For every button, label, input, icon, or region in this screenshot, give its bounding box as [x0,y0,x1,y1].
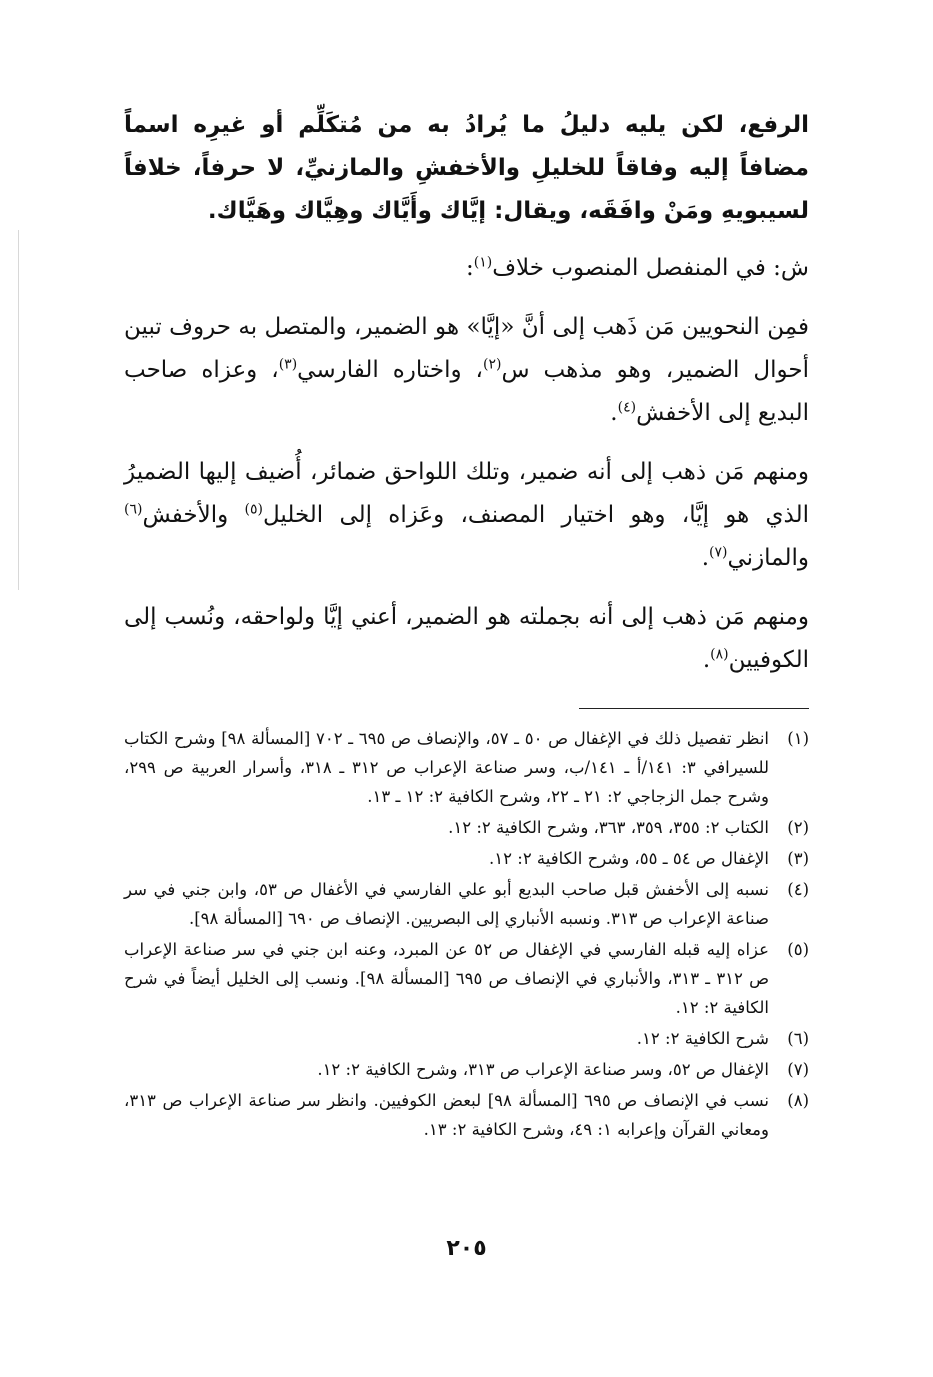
footnotes-section [124,724,809,1146]
footnote [124,1055,809,1084]
footnote [124,844,809,873]
footnote-ref: (٣) [278,356,298,373]
footnote-ref: (٥) [244,501,263,518]
footnote-number: (٦) [787,1029,809,1048]
paragraph-text: والأخفش [142,502,245,528]
footnote-number: (٥) [787,940,809,959]
footnote-number: (٤) [787,880,809,899]
footnote-number: (١) [787,729,809,748]
footnote-text: انظر تفصيل ذلك في الإغفال ص ٥٠ ـ ٥٧، والإنصاف ص ٦٩٥ ـ ٧٠٢ [المسألة ٩٨] وشرح الكتاب للسيرافي ٣: ١٤١/أ ـ ١٤١/ب، وسر صناعة الإعراب ص ٣١٢ ـ ٣١٨، وأسرار العربية ص ٢٩٩، وشرح جمل الزجاجي ٢: ٢١ ـ ٢٢، وشرح الكافية ٢: ١٢ ـ ١٣. [124,729,770,806]
footnote-ref: (٨) [710,646,729,663]
footnote [124,724,809,811]
paragraph-text: . [701,545,710,571]
footnote-separator [579,708,809,709]
footnote [124,1086,809,1144]
footnote-ref: (٦) [124,501,143,518]
paragraph-text: فمِن النحويين مَن ذَهب إلى أنَّ «إيَّا» هو الضمير، والمتصل به حروف تبين أحوال الضمير، وهو مذهب س [124,314,809,383]
footnote-ref: (٢) [482,356,502,373]
paragraph-text: ، واختاره الفارسي [297,357,483,383]
footnote-text: شرح الكافية ٢: ١٢. [636,1029,769,1048]
scan-edge-line [18,230,19,590]
footnote [124,875,809,933]
footnote-number: (٣) [787,849,809,868]
footnote-text: نسب في الإنصاف ص ٦٩٥ [المسألة ٩٨] لبعض الكوفيين. وانظر سر صناعة الإعراب ص ٣١٣، ومعاني القرآن وإعرابه ١: ٤٩، وشرح الكافية ٢: ١٣. [124,1091,770,1139]
paragraph-text: ، وعزاه صاحب البديع إلى الأخفش [124,357,809,426]
footnote [124,935,809,1022]
main-text-block [124,104,809,698]
footnote-text: نسبه إلى الأخفش قبل صاحب البديع أبو علي الفارسي في الأغفال ص ٥٣، وابن جني في سر صناعة الإعراب ص ٣١٣. ونسبه الأنباري إلى البصريين. الإنصاف ص ٦٩٠ [المسألة ٩٨]. [124,880,769,928]
footnote-ref: (١) [473,254,493,271]
sharh-heading-colon: : [466,255,474,281]
footnote-number: (٧) [787,1060,809,1079]
sharh-paragraph-1 [124,306,809,435]
paragraph-text: ومنهم مَن ذهب إلى أنه بجملته هو الضمير، أعني إيَّا ولواحقه، ونُسب إلى الكوفيين [124,604,809,673]
paragraph-text: . [610,400,618,426]
paragraph-text: . [702,647,711,673]
matn-paragraph: الرفع، لكن يليه دليلُ ما يُرادُ به من مُتكَلِّم أو غيرِه اسماً مضافاً إليه وفاقاً للخليلِ والأخفشِ والمازنيِّ، لا حرفاً، خلافاً لسيبويهِ ومَنْ وافَقَه، ويقال: إيَّاك وأَيَّاك وهِيَّاك وهَيَّاك. [124,112,809,224]
footnote-ref: (٧) [709,544,728,561]
sharh-paragraph-3 [124,596,809,682]
footnote-number: (٢) [787,818,809,837]
sharh-heading [124,247,809,290]
footnote-text: الكتاب ٢: ٣٥٥، ٣٥٩، ٣٦٣، وشرح الكافية ٢: ١٢. [448,818,769,837]
footnote-number: (٨) [787,1091,809,1110]
footnote [124,813,809,842]
paragraph-text: ومنهم مَن ذهب إلى أنه ضمير، وتلك اللواحق ضمائر، أُضيف إليها الضميرُ الذي هو إيَّا، وهو اختيار المصنف، وعَزاه إلى الخليل [124,459,809,528]
footnote-text: الإغفال ص ٥٢، وسر صناعة الإعراب ص ٣١٣، وشرح الكافية ٢: ١٢. [317,1060,769,1079]
paragraph-text: والمازني [727,545,809,571]
sharh-paragraph-2 [124,451,809,580]
sharh-heading-text: ش: في المنفصل المنصوب خلاف [492,255,809,281]
footnote-ref: (٤) [617,399,637,416]
footnote-text: الإغفال ص ٥٤ ـ ٥٥، وشرح الكافية ٢: ١٢. [489,849,769,868]
page-number: ٢٠٥ [446,1236,487,1261]
footnote [124,1024,809,1053]
footnote-text: عزاه إليه قبله الفارسي في الإغفال ص ٥٢ عن المبرد، وعنه ابن جني في سر صناعة الإعراب ص ٣١٢ ـ ٣١٣، والأنباري في الإنصاف ص ٦٩٥ [المسألة ٩٨]. ونسب إلى الخليل أيضاً في شرح الكافية ٢: ١٢. [124,940,770,1017]
